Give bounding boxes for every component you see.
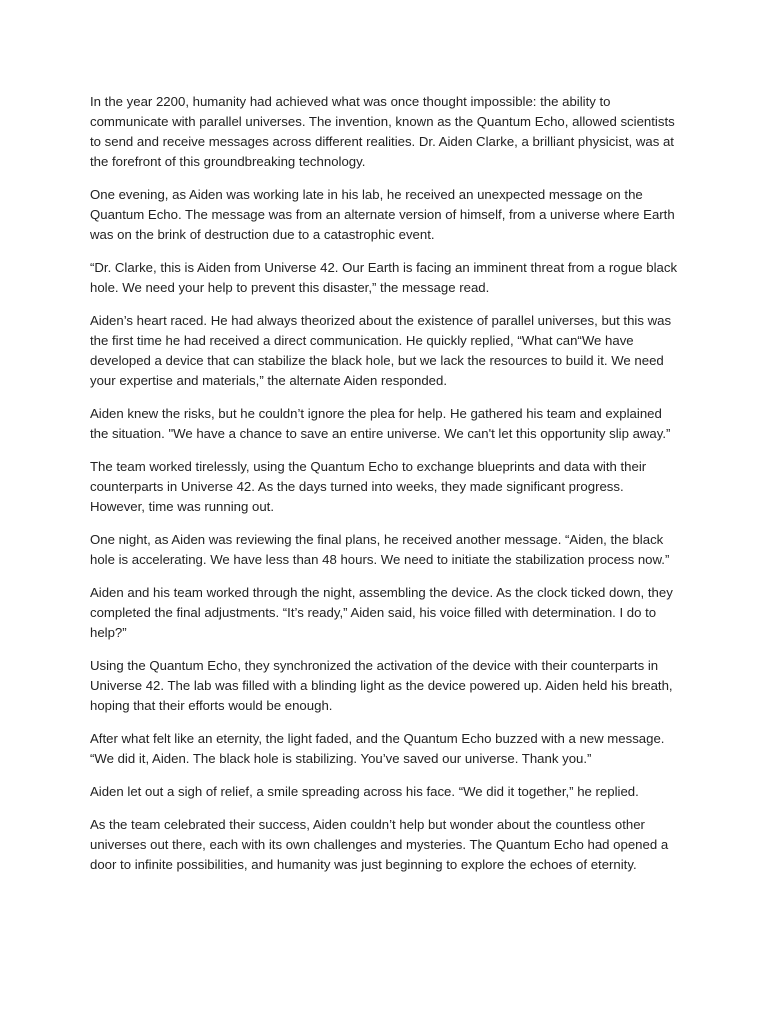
paragraph-7: One night, as Aiden was reviewing the final plans, he received another message. “Aiden, the black hole is accelerating. We have less than 48 hours. We need to initiate the stabilization process now.” [90,532,670,567]
paragraph-10: After what felt like an eternity, the light faded, and the Quantum Echo buzzed with a new message. “We did it, Aiden. The black hole is stabilizing. You’ve saved our universe. Thank you.” [90,731,665,766]
paragraph-3: “Dr. Clarke, this is Aiden from Universe 42. Our Earth is facing an imminent threat from a rogue black hole. We need your help to prevent this disaster,” the message read. [90,260,678,295]
document-body [90,92,680,888]
paragraph-4: Aiden’s heart raced. He had always theorized about the existence of parallel universes, but this was the first time he had received a direct communication. He quickly replied, “What can“We have developed a device that can stabilize the black hole, but we lack the resources to build it. We need your expertise and materials,” the alternate Aiden responded. [90,313,672,388]
paragraph-9: Using the Quantum Echo, they synchronized the activation of the device with their counterparts in Universe 42. The lab was filled with a blinding light as the device powered up. Aiden held his breath, hoping that their efforts would be enough. [90,658,673,713]
paragraph-5: Aiden knew the risks, but he couldn’t ignore the plea for help. He gathered his team and explained the situation. "We have a chance to save an entire universe. We can't let this opportunity slip away.” [90,406,671,441]
paragraph-8: Aiden and his team worked through the night, assembling the device. As the clock ticked down, they completed the final adjustments. “It’s ready,” Aiden said, his voice filled with determination. I do to help?” [90,585,673,640]
paragraph-1: In the year 2200, humanity had achieved what was once thought impossible: the ability to communicate with parallel universes. The invention, known as the Quantum Echo, allowed scientists to send and receive messages across different realities. Dr. Aiden Clarke, a brilliant physicist, was at the forefront of this groundbreaking technology. [90,94,675,169]
paragraph-11: Aiden let out a sigh of relief, a smile spreading across his face. “We did it together,” he replied. [90,784,639,799]
paragraph-12: As the team celebrated their success, Aiden couldn’t help but wonder about the countless other universes out there, each with its own challenges and mysteries. The Quantum Echo had opened a door to infinite possibilities, and humanity was just beginning to explore the echoes of eternity. [90,817,669,872]
paragraph-6: The team worked tirelessly, using the Quantum Echo to exchange blueprints and data with their counterparts in Universe 42. As the days turned into weeks, they made significant progress. However, time was running out. [90,459,647,514]
paragraph-2: One evening, as Aiden was working late in his lab, he received an unexpected message on the Quantum Echo. The message was from an alternate version of himself, from a universe where Earth was on the brink of destruction due to a catastrophic event. [90,187,675,242]
